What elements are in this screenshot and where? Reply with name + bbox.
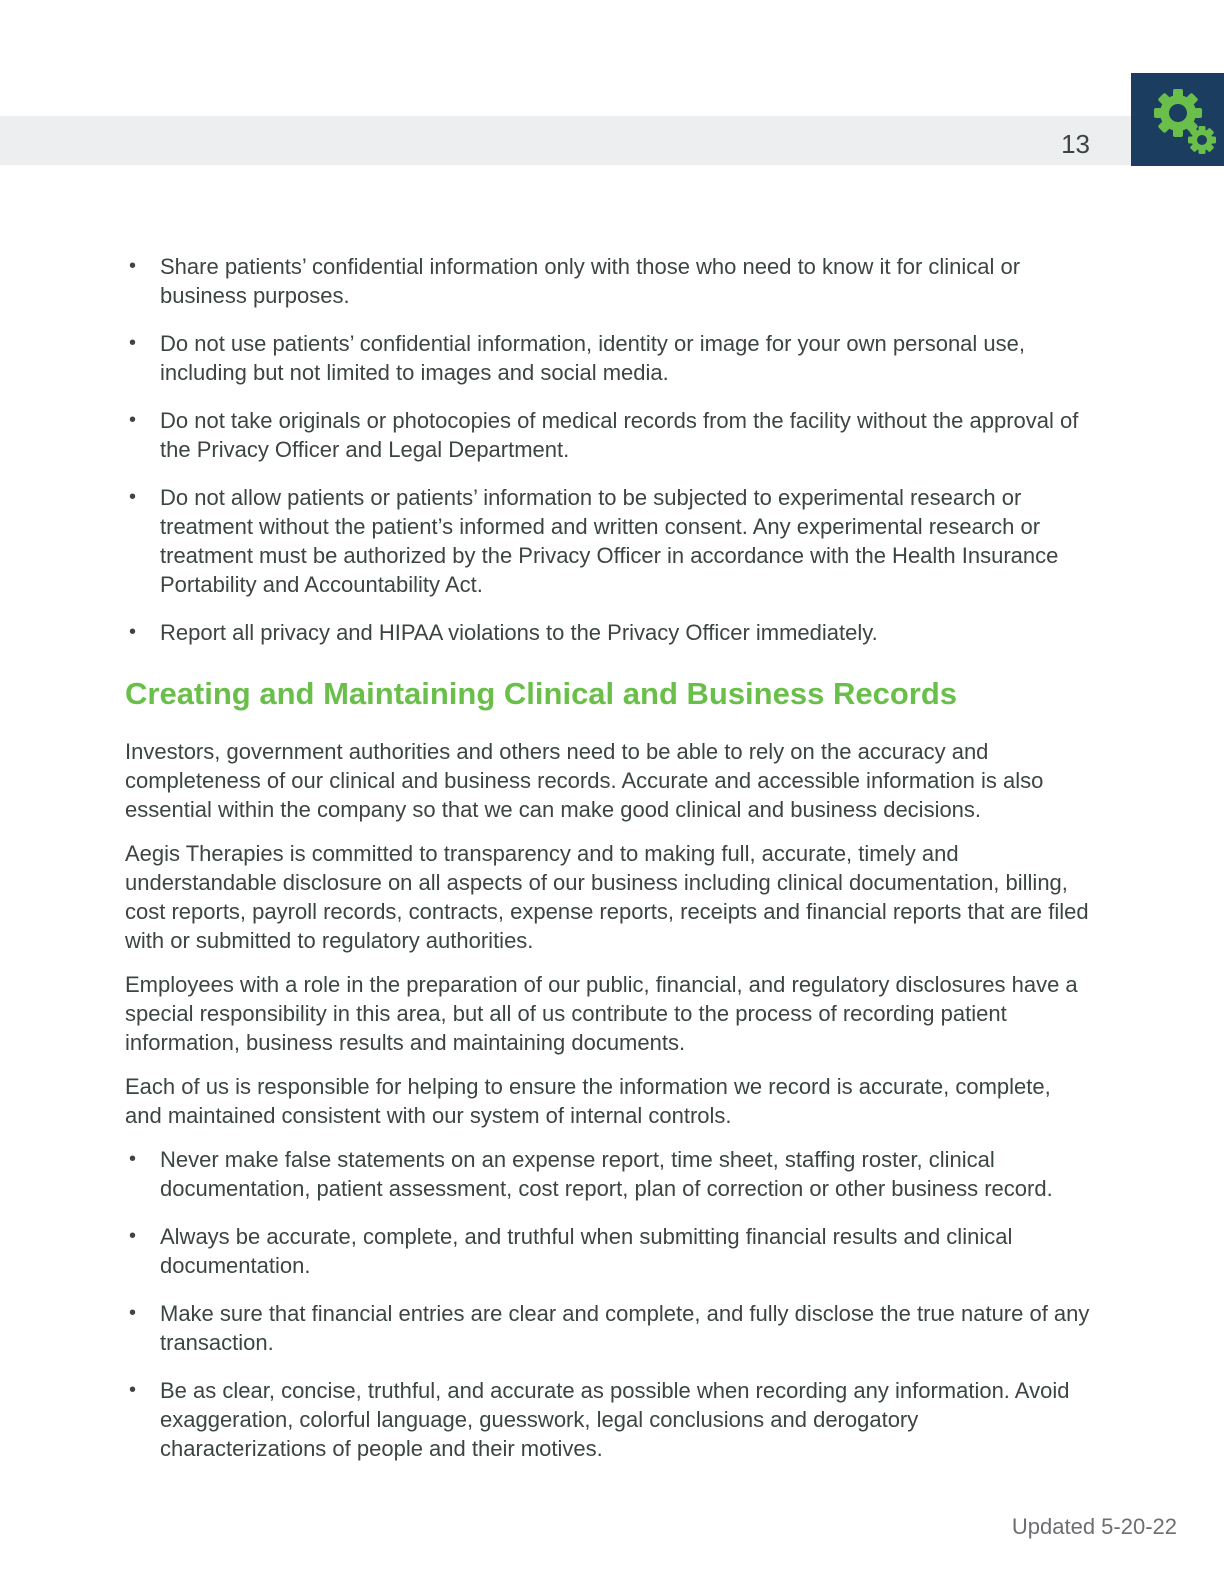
bullet-text: Report all privacy and HIPAA violations to the Privacy Officer immediately. xyxy=(160,620,878,645)
bullet-item xyxy=(125,1299,1090,1357)
bullet-text: Make sure that financial entries are clear and complete, and fully disclose the true nature of any transaction. xyxy=(160,1301,1090,1355)
bullet-text: Do not use patients’ confidential information, identity or image for your own personal use, including but not limited to images and social media. xyxy=(160,331,1025,385)
bullet-item xyxy=(125,1376,1090,1463)
footer-updated-date: Updated 5-20-22 xyxy=(1011,1514,1177,1539)
bullet-item xyxy=(125,483,1090,599)
paragraph: Employees with a role in the preparation of our public, financial, and regulatory disclosures have a special responsibility in this area, but all of us contribute to the process of recording patient information, business results and maintaining documents. xyxy=(125,972,1078,1055)
header-band xyxy=(0,116,1224,165)
gears-icon xyxy=(1131,73,1224,166)
paragraph: Each of us is responsible for helping to ensure the information we record is accurate, complete, and maintained consistent with our system of internal controls. xyxy=(125,1074,1051,1128)
records-bullet-list xyxy=(125,1145,1090,1463)
bullet-text: Never make false statements on an expense report, time sheet, staffing roster, clinical documentation, patient assessment, cost report, plan of correction or other business record. xyxy=(160,1147,1053,1201)
bullet-item xyxy=(125,1145,1090,1203)
logo-box xyxy=(1131,73,1224,166)
bullet-item xyxy=(125,1222,1090,1280)
bullet-text: Be as clear, concise, truthful, and accurate as possible when recording any information. Avoid exaggeration, colorful language, guesswork, legal conclusions and derogatory characterizations of people and their motives. xyxy=(160,1378,1070,1461)
bullet-item xyxy=(125,329,1090,387)
bullet-item xyxy=(125,406,1090,464)
bullet-text: Always be accurate, complete, and truthful when submitting financial results and clinical documentation. xyxy=(160,1224,1013,1278)
page-number: 13 xyxy=(1061,129,1090,159)
bullet-text: Do not take originals or photocopies of medical records from the facility without the approval of the Privacy Officer and Legal Department. xyxy=(160,408,1079,462)
section-heading: Creating and Maintaining Clinical and Business Records xyxy=(125,676,957,711)
paragraph: Investors, government authorities and others need to be able to rely on the accuracy and completeness of our clinical and business records. Accurate and accessible information is also essential within the company so that we can make good clinical and business decisions. xyxy=(125,739,1044,822)
bullet-text: Share patients’ confidential information only with those who need to know it for clinical or business purposes. xyxy=(160,254,1021,308)
section-paragraphs xyxy=(125,737,1090,1130)
bullet-item xyxy=(125,618,1090,647)
bullet-item xyxy=(125,252,1090,310)
paragraph: Aegis Therapies is committed to transparency and to making full, accurate, timely and understandable disclosure on all aspects of our business including clinical documentation, billing, cost reports, payroll records, contracts, expense reports, receipts and financial reports that are filed with or submitted to regulatory authorities. xyxy=(125,841,1089,953)
document-content xyxy=(125,252,1090,1482)
privacy-bullet-list xyxy=(125,252,1090,647)
bullet-text: Do not allow patients or patients’ information to be subjected to experimental research or treatment without the patient’s informed and written consent. Any experimental research or treatment must be authorized by the Privacy Officer in accordance with the Health Insurance Portability and Accountability Act. xyxy=(160,485,1059,597)
